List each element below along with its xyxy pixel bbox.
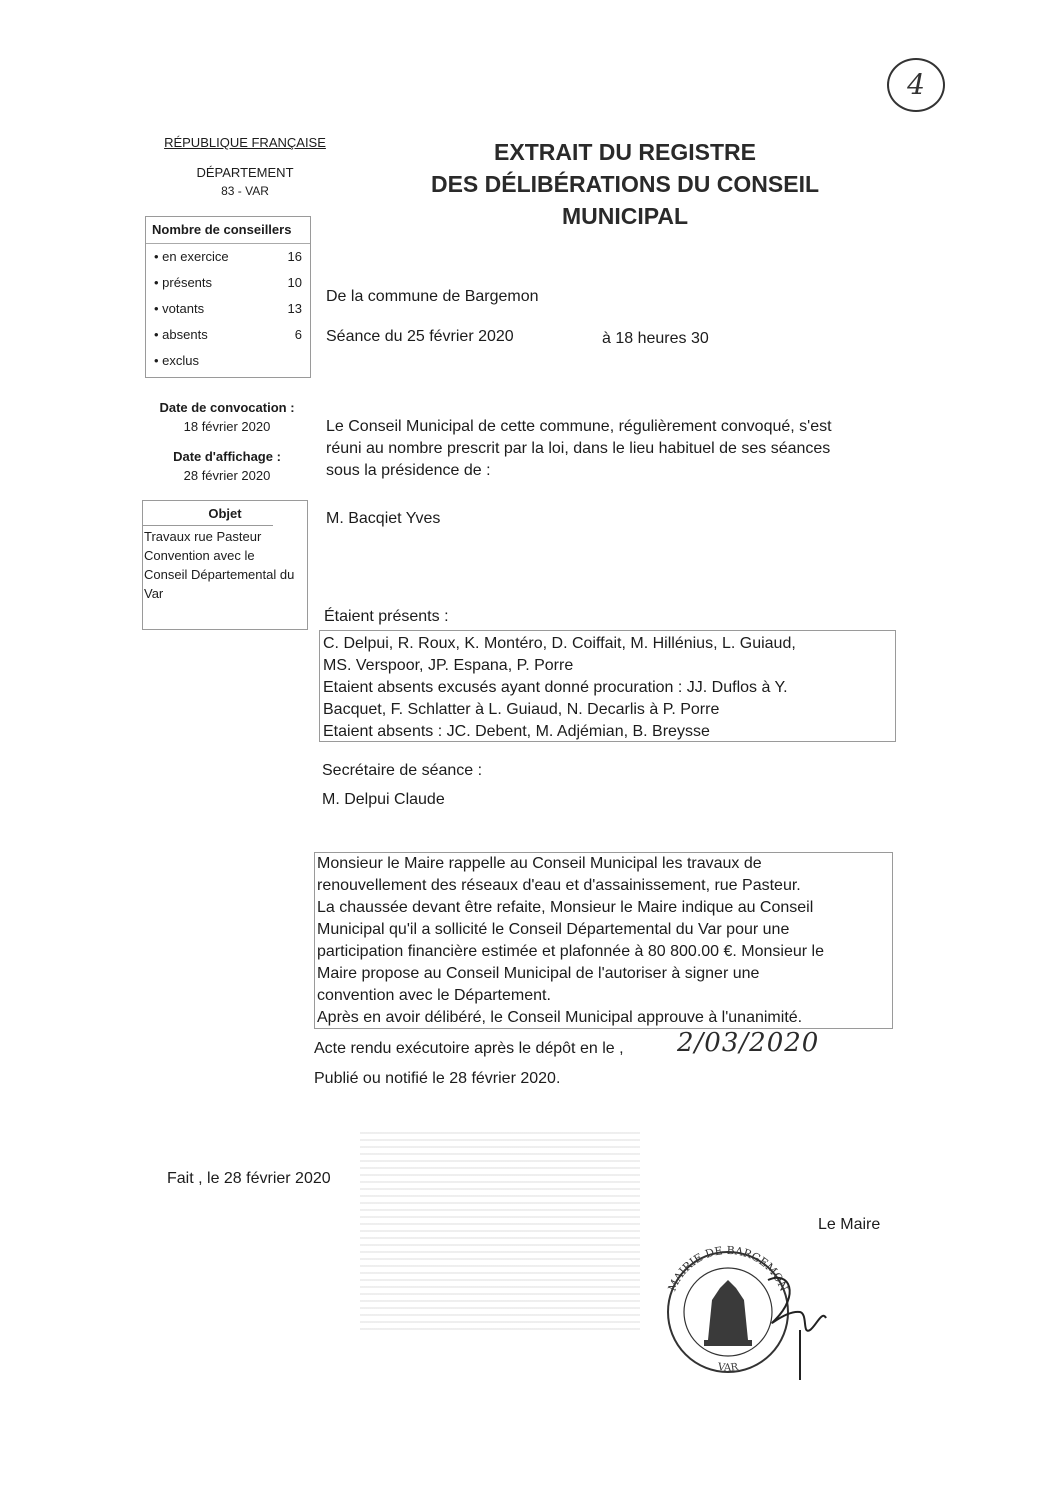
signature [768, 1278, 826, 1380]
document-title: EXTRAIT DU REGISTRE DES DÉLIBÉRATIONS DU CONSEIL MUNICIPAL [430, 139, 820, 229]
executoire-date: 2/03/2020 [677, 1028, 820, 1058]
convocation-label: Date de convocation : [159, 400, 295, 415]
presents-box: C. Delpui, R. Roux, K. Montéro, D. Coiffait, M. Hillénius, L. Guiaud, MS. Verspoor, JP. Espana, P. Porre Etaient absents excusés ayant donné procuration : JJ. Duflos à Y. Bacquet, F. Schlatter à L. Guiaud, N. Decarlis à P. Porre Etaient absents : JC. Debent, M. Adjémian, B. Breysse [319, 630, 896, 742]
counts-title-underline [146, 243, 310, 244]
mayor-seal [650, 1240, 830, 1400]
commune: De la commune de Bargemon [326, 288, 539, 305]
counts-title: Nombre de conseillers [152, 222, 292, 237]
seal-text-top: MAIRIE DE BARGEMON [665, 1243, 791, 1294]
executoire-text: Acte rendu exécutoire après le dépôt en le , [314, 1040, 624, 1057]
count-row-votants: • votants 13 [154, 301, 302, 316]
republique-label: RÉPUBLIQUE FRANÇAISE [164, 135, 326, 150]
affichage-label: Date d'affichage : [173, 449, 281, 464]
secretaire-name: M. Delpui Claude [322, 791, 445, 808]
faint-stamp-ghost [360, 1130, 640, 1330]
counts-box [145, 216, 311, 378]
count-row-exercice: • en exercice 16 [154, 249, 302, 264]
fait-text: Fait , le 28 février 2020 [167, 1170, 331, 1187]
president: M. Bacqiet Yves [326, 510, 441, 527]
deliberation-box: Monsieur le Maire rappelle au Conseil Municipal les travaux de renouvellement des réseaux d'eau et d'assainissement, rue Pasteur. La chaussée devant être refaite, Monsieur le Maire indique au Conseil Municipal qu'il a sollicité le Conseil Départemental du Var pour une participation financière estimée et plafonnée à 80 800.00 €. Monsieur le Maire propose au Conseil Municipal de l'autoriser à signer une convention avec le Département. Après en avoir délibéré, le Conseil Municipal approuve à l'unanimité. [314, 852, 893, 1029]
publie-text: Publié ou notifié le 28 février 2020. [314, 1070, 561, 1087]
objet-text: Travaux rue Pasteur Convention avec le Conseil Départemental du Var [144, 529, 295, 601]
count-row-presents: • présents 10 [154, 275, 302, 290]
affichage-date: 28 février 2020 [183, 468, 271, 483]
seance-time: à 18 heures 30 [602, 330, 709, 347]
intro-text: Le Conseil Municipal de cette commune, régulièrement convoqué, s'est réuni au nombre prescrit par la loi, dans le lieu habituel de ses séances sous la présidence de : [326, 418, 832, 479]
objet-label: Objet [208, 506, 242, 521]
seal-emblem [704, 1280, 752, 1346]
page-number-circle [887, 58, 945, 112]
count-row-absents: • absents 6 [154, 327, 302, 342]
count-row-exclus: • exclus [154, 353, 200, 368]
maire-label: Le Maire [818, 1216, 881, 1233]
convocation-date: 18 février 2020 [183, 419, 271, 434]
departement-label: DÉPARTEMENT [196, 165, 294, 180]
seal-text-bottom: VAR [716, 1361, 740, 1374]
departement-value: 83 - VAR [221, 184, 269, 198]
seance-date: Séance du 25 février 2020 [326, 328, 514, 345]
objet-box [142, 500, 308, 630]
secretaire-label: Secrétaire de séance : [322, 762, 483, 779]
presents-label: Étaient présents : [324, 608, 449, 625]
page-number: 4 [907, 68, 925, 101]
